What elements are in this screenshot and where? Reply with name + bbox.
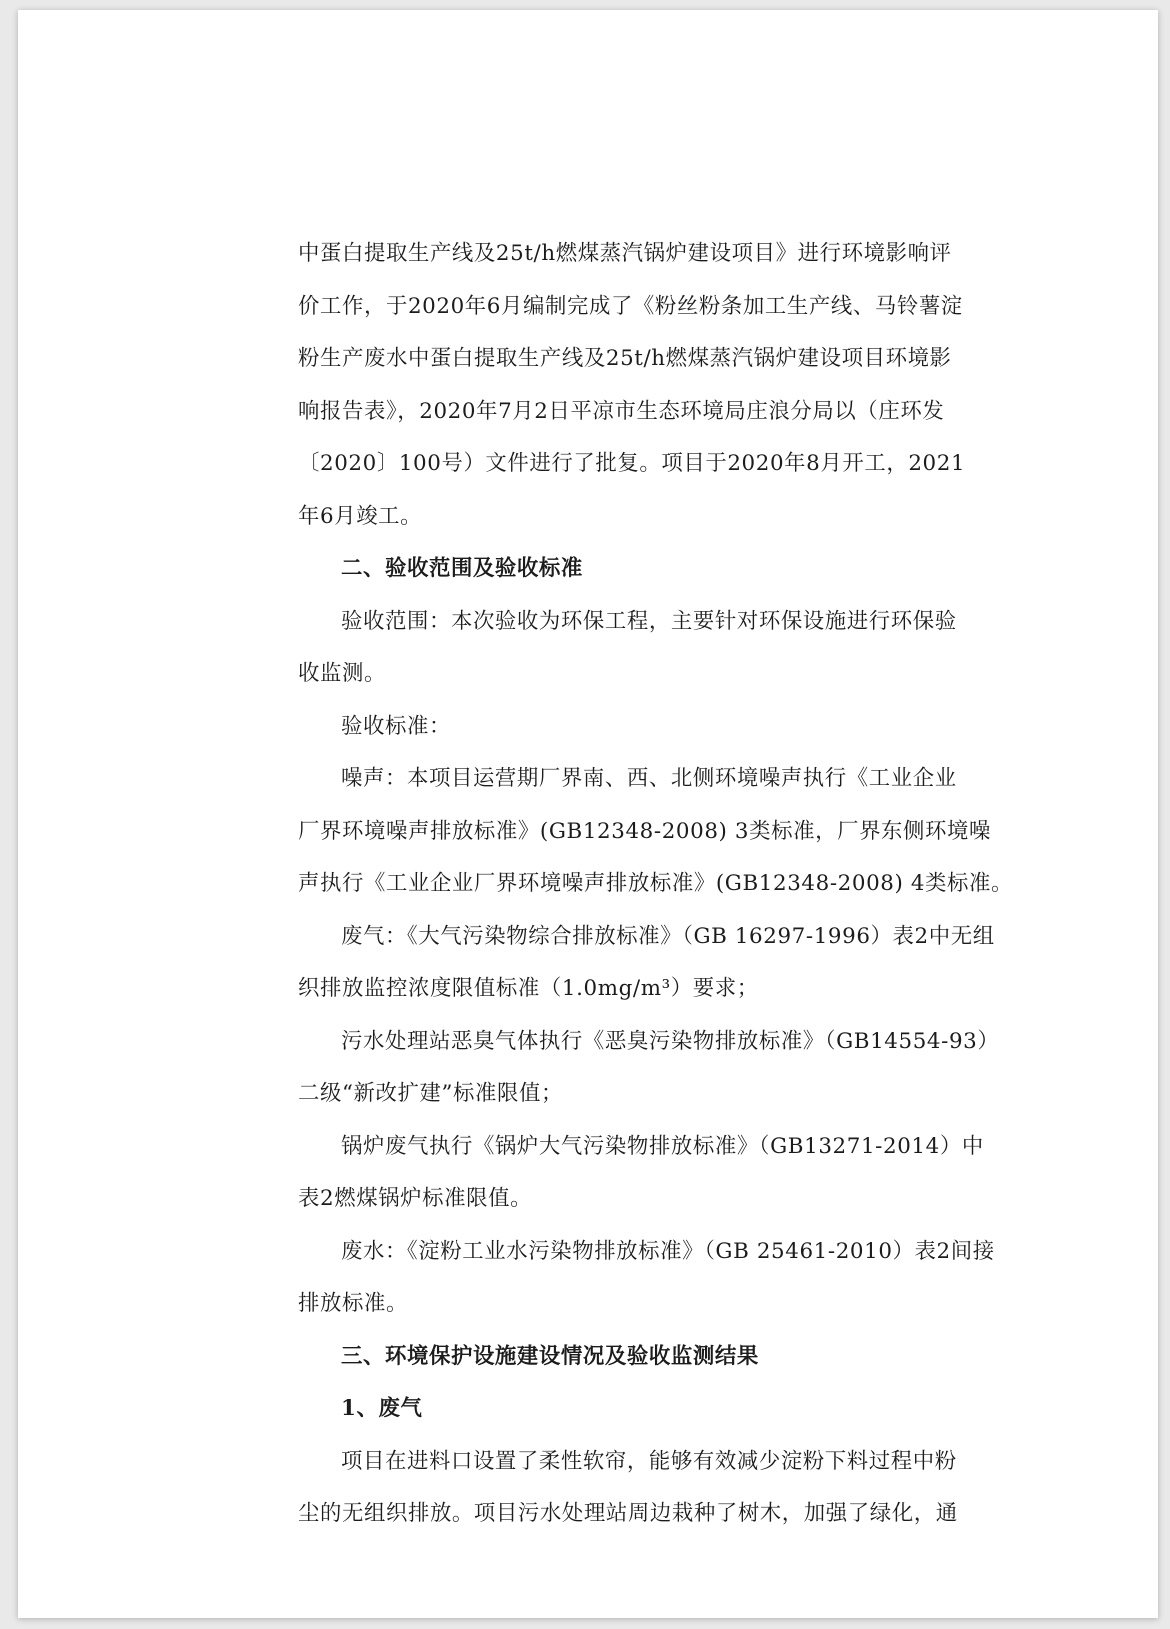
document-page bbox=[18, 10, 1158, 1618]
text-line: 粉生产废水中蛋白提取生产线及25t/h燃煤蒸汽锅炉建设项目环境影 bbox=[298, 346, 952, 371]
text-line: 织排放监控浓度限值标准（1.0mg/m³）要求； bbox=[298, 976, 759, 1001]
text-line: 验收范围：本次验收为环保工程，主要针对环保设施进行环保验 bbox=[341, 608, 957, 634]
text-line: 响报告表》，2020年7月2日平凉市生态环境局庄浪分局以（庄环发 bbox=[298, 398, 945, 424]
text-line: 收监测。 bbox=[298, 661, 386, 686]
text-line: 年6月竣工。 bbox=[298, 503, 423, 529]
text-line: 二级“新改扩建”标准限值； bbox=[298, 1081, 563, 1106]
text-line: 噪声：本项目运营期厂界南、西、北侧环境噪声执行《工业企业 bbox=[341, 766, 957, 791]
section-heading: 三、环境保护设施建设情况及验收监测结果 bbox=[341, 1343, 759, 1369]
text-line: 声执行《工业企业厂界环境噪声排放标准》(GB12348-2008) 4类标准。 bbox=[298, 871, 1014, 896]
text-line: 排放标准。 bbox=[298, 1291, 408, 1316]
text-line: 污水处理站恶臭气体执行《恶臭污染物排放标准》（GB14554-93） bbox=[341, 1028, 1000, 1054]
text-line: 价工作，于2020年6月编制完成了《粉丝粉条加工生产线、马铃薯淀 bbox=[298, 293, 963, 319]
text-line: 表2燃煤锅炉标准限值。 bbox=[298, 1186, 533, 1211]
section-heading: 二、验收范围及验收标准 bbox=[341, 556, 583, 581]
text-line: 〔2020〕100号）文件进行了批复。项目于2020年8月开工，2021 bbox=[298, 451, 966, 476]
text-line: 厂界环境噪声排放标准》(GB12348-2008) 3类标准，厂界东侧环境噪 bbox=[298, 818, 992, 844]
text-line: 尘的无组织排放。项目污水处理站周边栽种了树木，加强了绿化，通 bbox=[298, 1501, 958, 1526]
text-line: 验收标准： bbox=[341, 713, 451, 739]
text-line: 中蛋白提取生产线及25t/h燃煤蒸汽锅炉建设项目》进行环境影响评 bbox=[298, 241, 952, 266]
text-line: 项目在进料口设置了柔性软帘，能够有效减少淀粉下料过程中粉 bbox=[341, 1448, 957, 1474]
text-line: 锅炉废气执行《锅炉大气污染物排放标准》（GB13271-2014）中 bbox=[341, 1133, 984, 1159]
section-heading: 1、废气 bbox=[341, 1396, 423, 1421]
document-body bbox=[298, 228, 1014, 1541]
text-line: 废气：《大气污染物综合排放标准》（GB 16297-1996）表2中无组 bbox=[341, 923, 995, 949]
text-line: 废水：《淀粉工业水污染物排放标准》（GB 25461-2010）表2间接 bbox=[341, 1238, 995, 1264]
